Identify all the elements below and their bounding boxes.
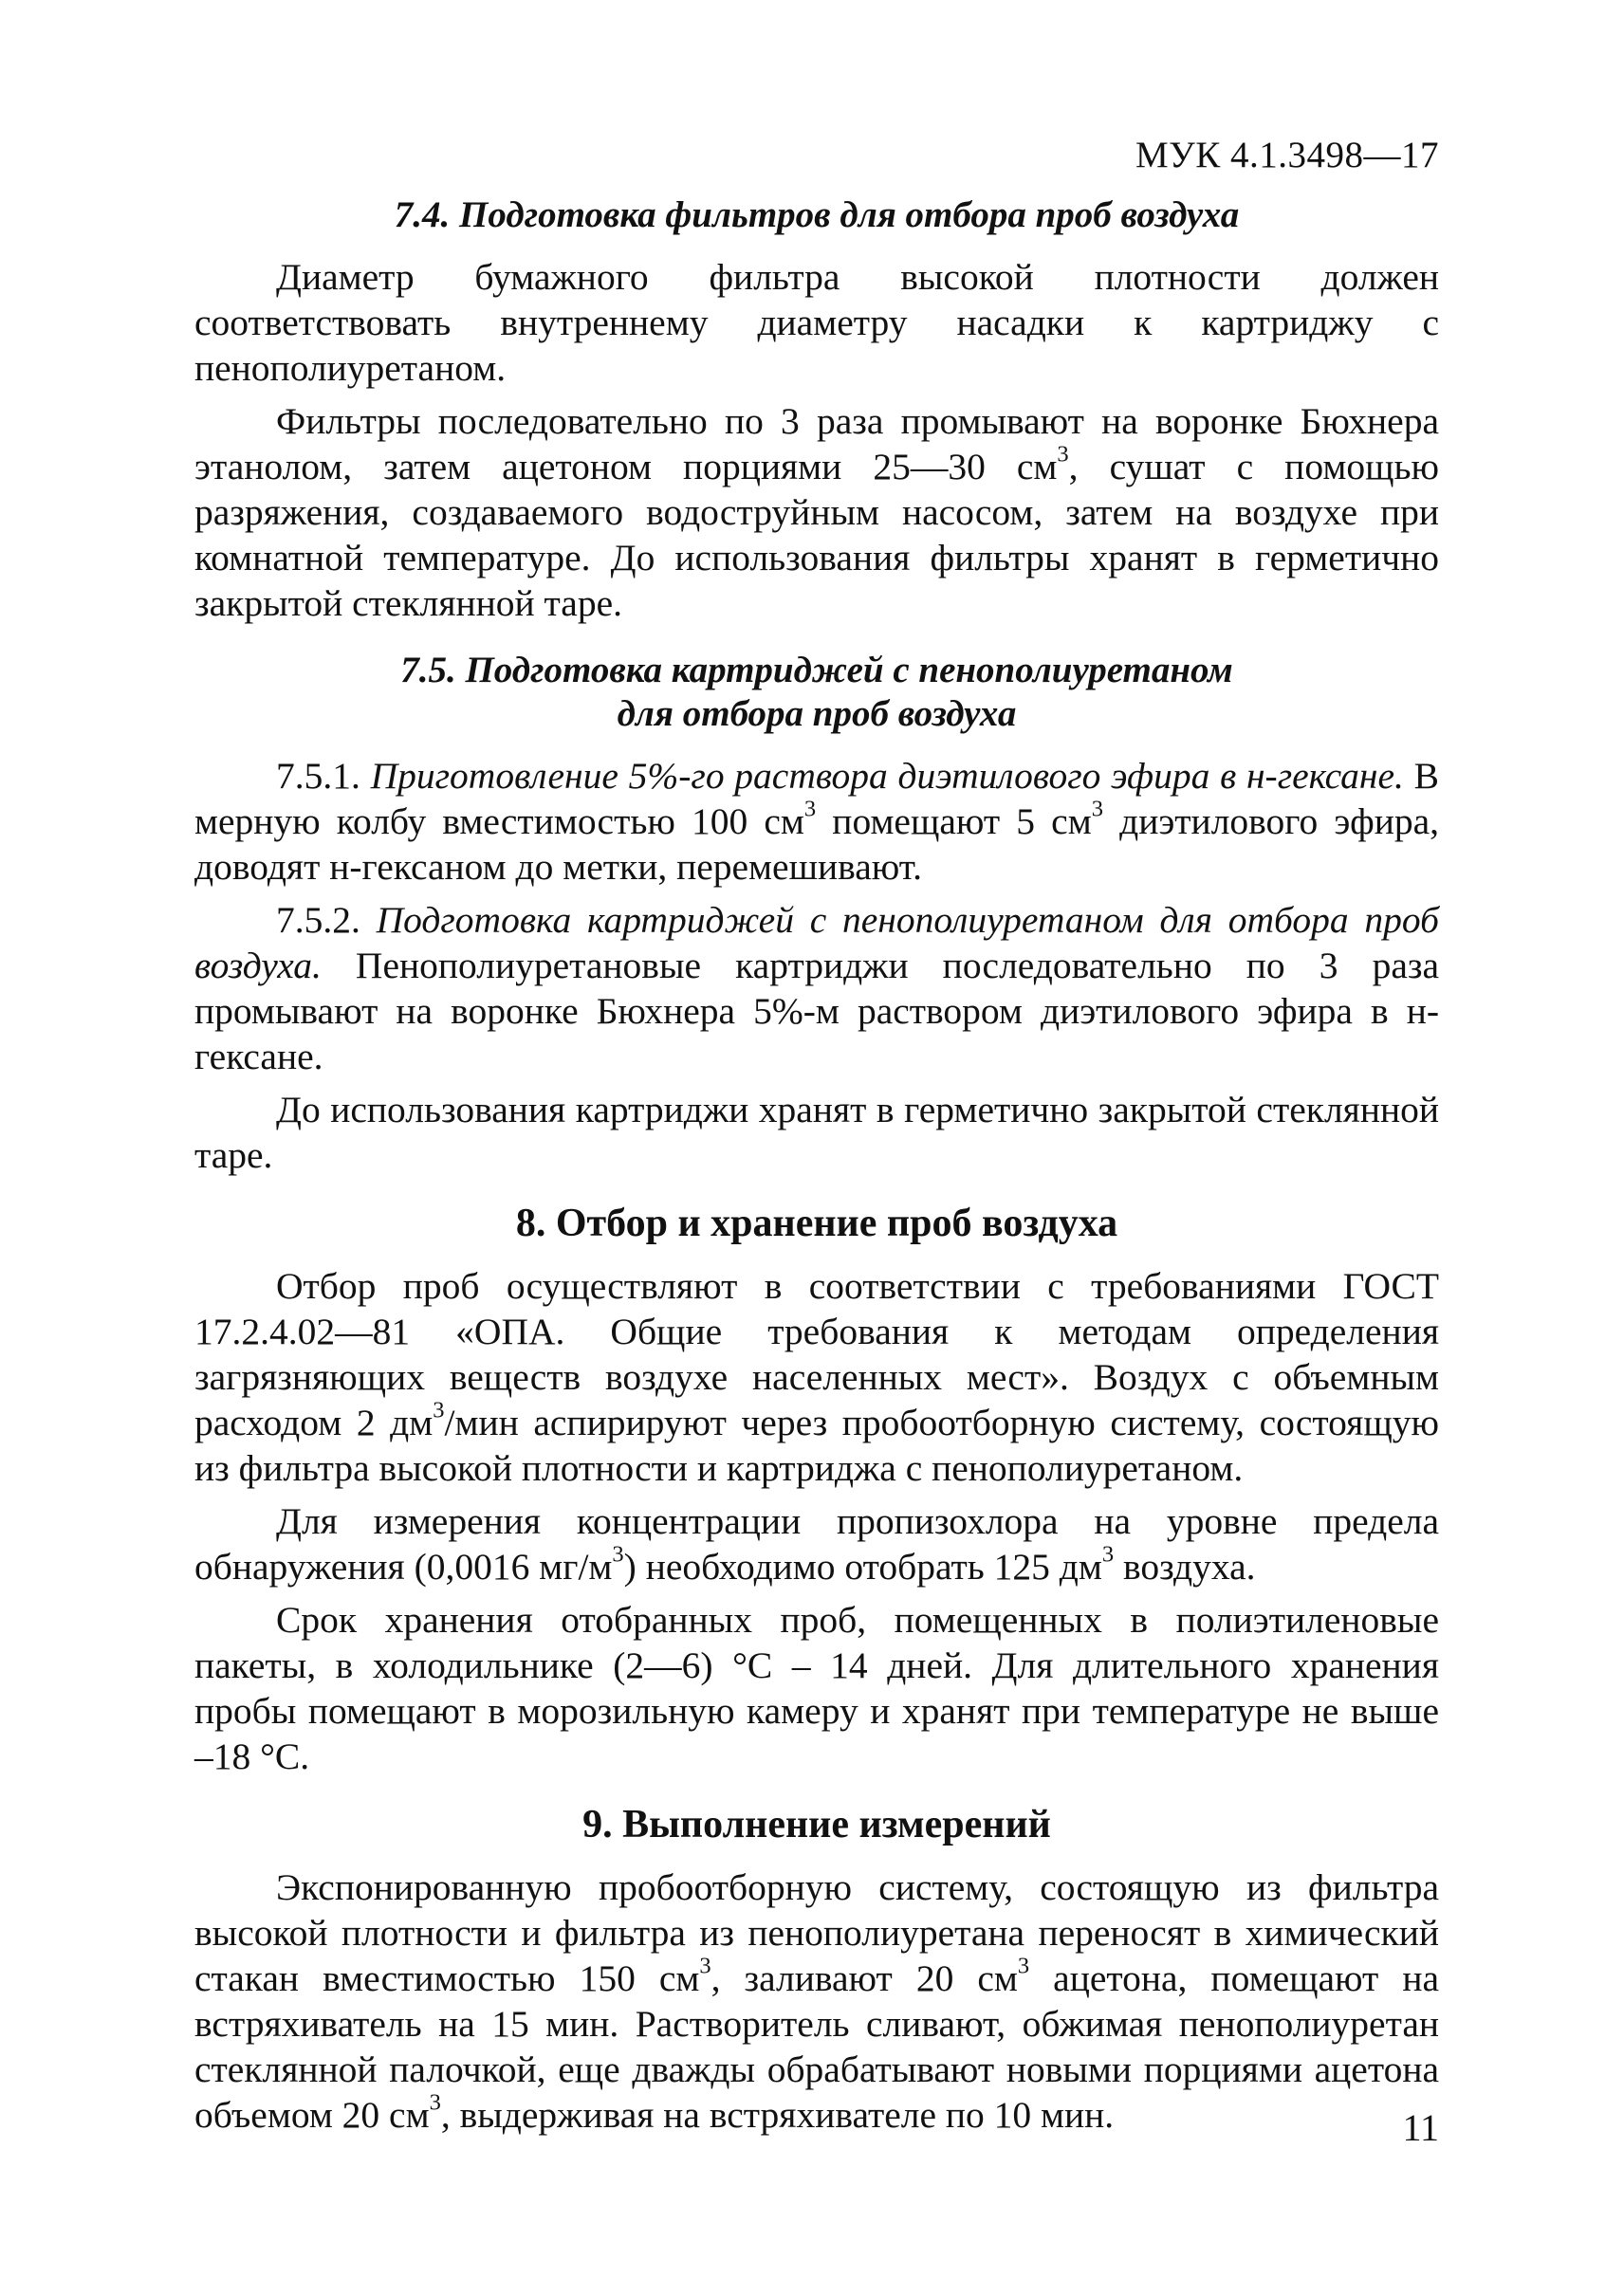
paragraph: До использования картриджи хранят в герметично закрытой стеклянной таре. [194,1089,1439,1176]
paragraph: 7.5.1. Приготовление 5%-го раствора диэтилового эфира в н-гексане. В мерную колбу вместимостью 100 $см^3$ помещают 5 $см^3$ диэтилового эфира, доводят н-гексаном до метки, перемешивают. [194,755,1439,888]
paragraph: Фильтры последовательно по 3 раза промывают на воронке Бюхнера этанолом, затем ацетоном порциями 25—30 $см^3$, сушат с помощью разряжения, создаваемого водоструйным насосом, затем на воздухе при комнатной температуре. До использования фильтры хранят в герметично закрытой стеклянной таре. [194,400,1440,624]
paragraph: Отбор проб осуществляют в соответствии с требованиями ГОСТ 17.2.4.02—81 «ОПА. Общие требования к методам определения загрязняющих веществ воздухе населенных мест». Воздух с объемным расходом 2 $дм^3$/мин аспирируют через пробоотборную систему, состоящую из фильтра высокой плотности и картриджа с пенополиуретаном. [194,1265,1439,1489]
document-code-header: МУК 4.1.3498—17 [1135,135,1439,175]
paragraph: 7.5.2. Подготовка картриджей с пенополиуретаном для отбора проб воздуха. Пенополиуретановые картриджи последовательно по 3 раза промывают на воронке Бюхнера 5%-м раствором диэтилового эфира в н-гексане. [194,899,1440,1077]
subsection-title-7-4: 7.4. Подготовка фильтров для отбора проб воздуха [394,194,1240,235]
section-title-9: 9. Выполнение измерений [582,1803,1051,1846]
section-title-8: 8. Отбор и хранение проб воздуха [515,1202,1118,1245]
paragraph: Срок хранения отобранных проб, помещенных в полиэтиленовые пакеты, в холодильнике (2—6) °С – 14 дней. Для длительного хранения пробы помещают в морозильную камеру и хранят при температуре не выше –18 °С. [194,1599,1439,1777]
paragraph: Диаметр бумажного фильтра высокой плотности должен соответствовать внутреннему диаметру насадки к картриджу с пенополиуретаном. [194,256,1439,389]
paragraph: Экспонированную пробоотборную систему, состоящую из фильтра высокой плотности и фильтра из пенополиуретана переносят в химический стакан вместимостью 150 $см^3$, заливают 20 $см^3$ ацетона, помещают на встряхиватель на 15 мин. Растворитель сливают, обжимая пенополиуретан стеклянной палочкой, еще дважды обрабатывают новыми порциями ацетона объемом 20 $см^3$, выдерживая на встряхивателе по 10 мин. [194,1866,1439,2136]
document-page [194,133,1439,2145]
paragraph: Для измерения концентрации пропизохлора на уровне предела обнаружения (0,0016 $мг/м^3$) необходимо отобрать 125 $дм^3$ воздуха. [194,1500,1439,1588]
page-number: 11 [1402,2106,1439,2149]
subsection-title-7-5: 7.5. Подготовка картриджей с пенополиуретаном для отбора проб воздуха [400,650,1233,734]
